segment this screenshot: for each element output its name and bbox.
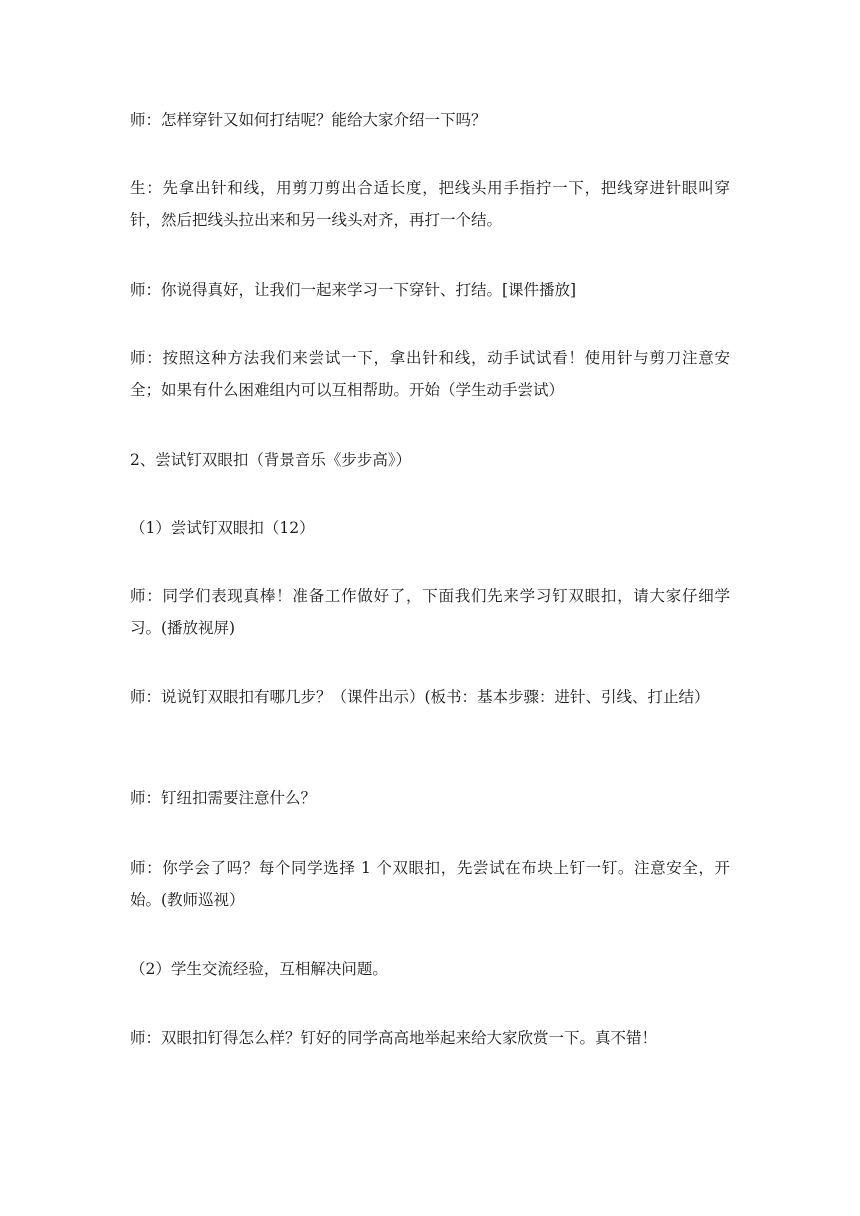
paragraph-teacher-prepare: 师：同学们表现真棒！准备工作做好了，下面我们先来学习钉双眼扣，请大家仔细学习。(播放视屏) <box>130 587 730 637</box>
paragraph-teacher-showcase: 师：双眼扣钉得怎么样？钉好的同学高高地举起来给大家欣赏一下。真不错！ <box>130 1029 658 1047</box>
subsection-heading-exchange: （2）学生交流经验，互相解决问题。 <box>130 960 388 978</box>
subsection-heading-try-sewing: （1）尝试钉双眼扣（12） <box>130 519 315 537</box>
paragraph-teacher-praise: 师：你说得真好，让我们一起来学习一下穿针、打结。[课件播放] <box>130 281 577 299</box>
paragraph-teacher-try-instructions: 师：按照这种方法我们来尝试一下，拿出针和线，动手试试看！使用针与剪刀注意安全；如果有什么困难组内可以互相帮助。开始（学生动手尝试） <box>130 349 730 399</box>
paragraph-teacher-attention: 师：钉纽扣需要注意什么？ <box>130 789 317 807</box>
paragraph-student-answer-threading: 生：先拿出针和线，用剪刀剪出合适长度，把线头用手指拧一下，把线穿进针眼叫穿针，然后把线头拉出来和另一线头对齐，再打一个结。 <box>130 179 730 229</box>
paragraph-teacher-practice: 师：你学会了吗？每个同学选择 1 个双眼扣，先尝试在布块上钉一钉。注意安全，开始。(教师巡视） <box>130 859 730 909</box>
paragraph-teacher-question-threading: 师：怎样穿针又如何打结呢？能给大家介绍一下吗？ <box>130 111 487 129</box>
paragraph-teacher-steps: 师：说说钉双眼扣有哪几步？（课件出示）(板书：基本步骤：进针、引线、打止结） <box>130 688 710 706</box>
section-heading-double-hole-button: 2、尝试钉双眼扣（背景音乐《步步高》） <box>130 451 412 469</box>
